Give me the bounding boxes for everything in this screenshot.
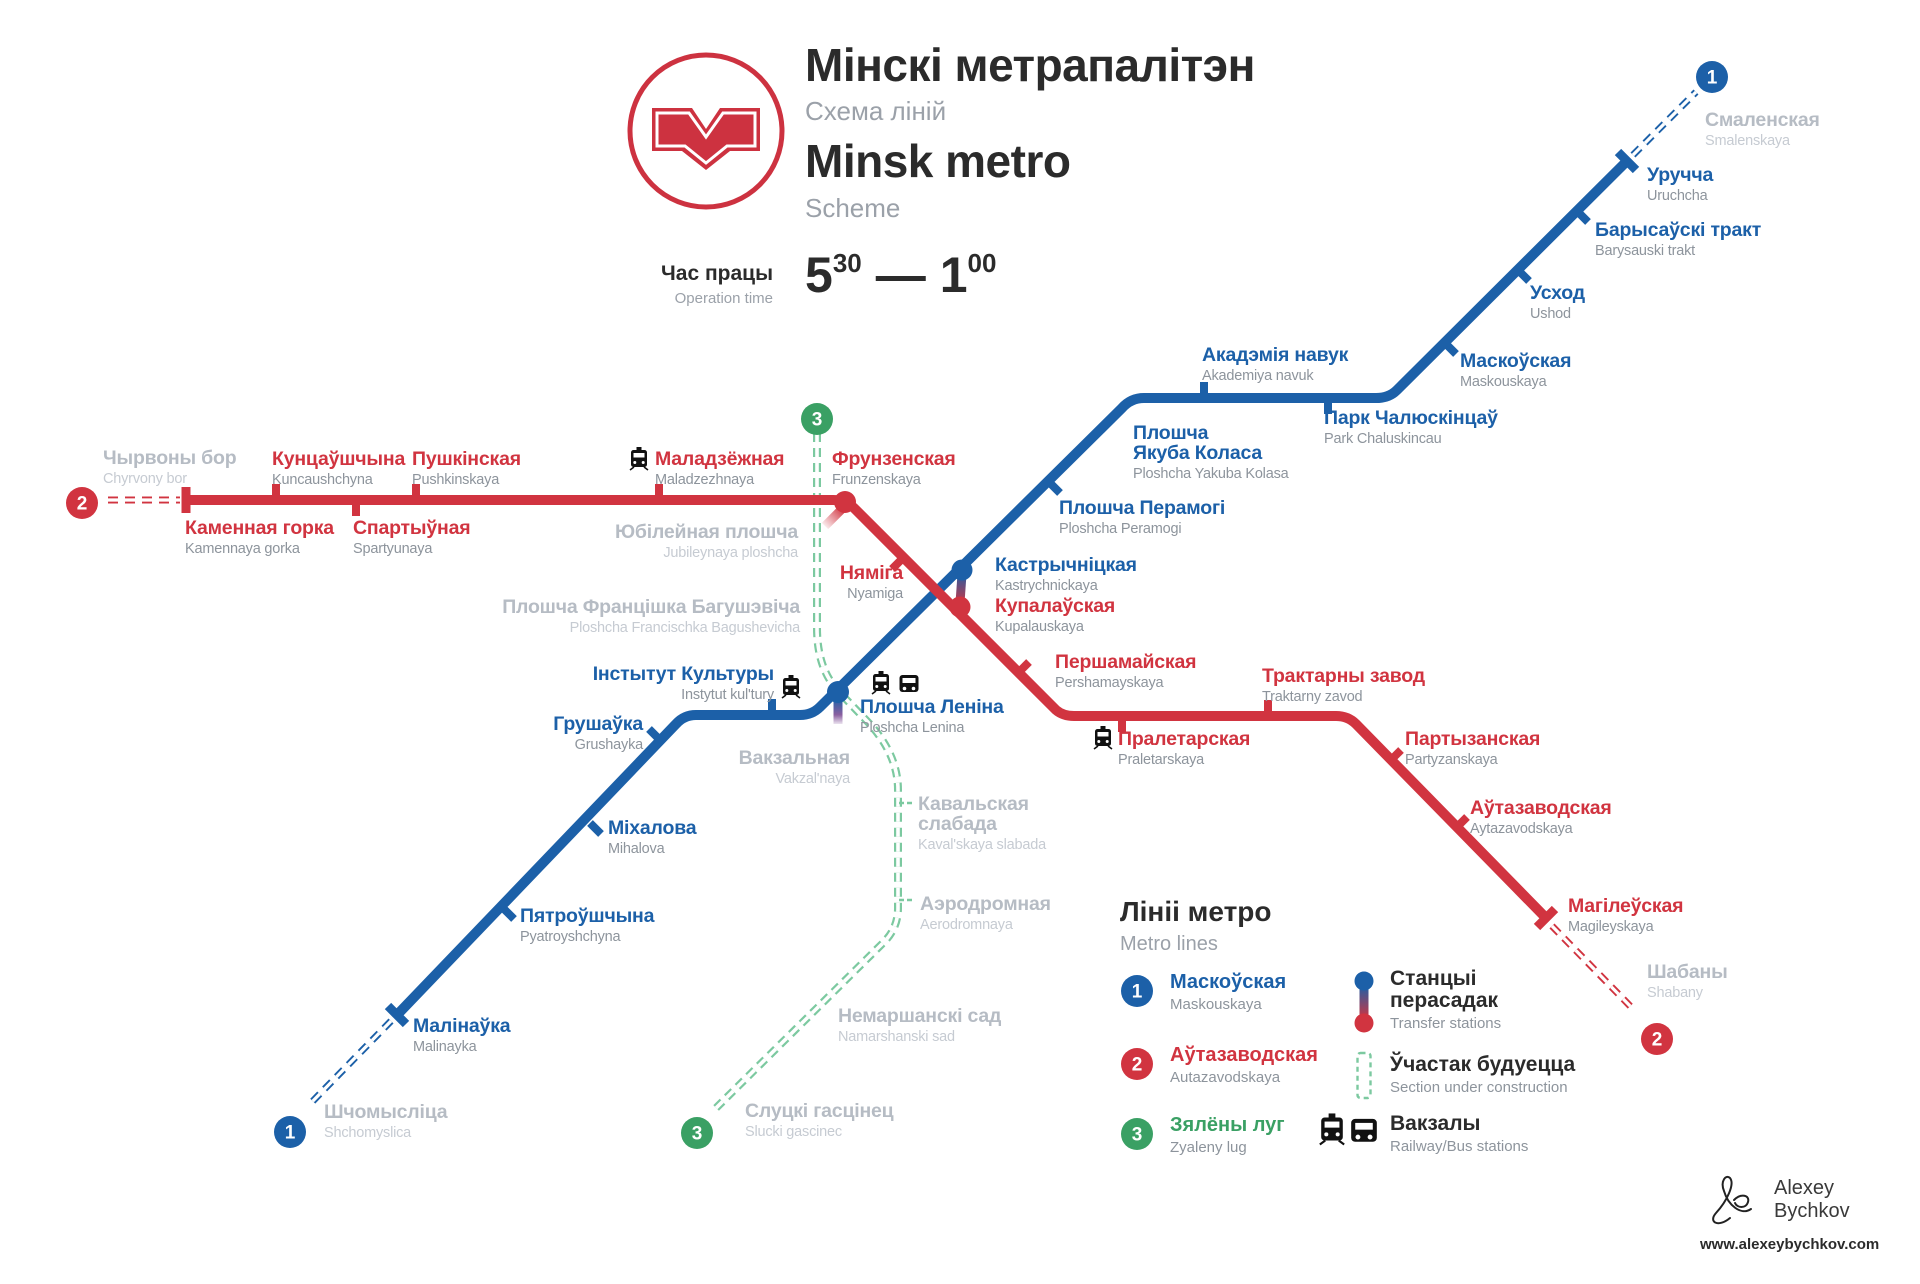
station-translit-35: Vakzal'naya bbox=[775, 771, 850, 787]
transfer-station-circle bbox=[834, 491, 856, 513]
station-name-14: Барысаўскі тракт bbox=[1595, 219, 1762, 241]
title-english: Minsk metro bbox=[805, 135, 1071, 187]
station-translit-28: Traktarny zavod bbox=[1262, 689, 1363, 705]
station-translit-39: Slucki gascinec bbox=[745, 1124, 842, 1140]
station-name-10: Акадэмія навук bbox=[1202, 344, 1349, 366]
legend-construction bbox=[1390, 1054, 1575, 1096]
line-3-badge bbox=[1121, 1118, 1153, 1150]
line1-future-southwest-inner bbox=[308, 1021, 391, 1106]
station-tick bbox=[1577, 211, 1588, 222]
station-name-34: Плошча Францішка Багушэвіча bbox=[502, 596, 800, 618]
signature-url: www.alexeybychkov.com bbox=[1700, 1236, 1880, 1253]
close-minute: 00 bbox=[967, 248, 997, 278]
title-belarusian: Мінскі метрапалітэн bbox=[805, 39, 1255, 91]
minsk-metro-logo bbox=[620, 45, 792, 217]
station-name-37: Аэродромная bbox=[920, 893, 1051, 915]
transfer-station-circle bbox=[950, 597, 971, 618]
svg-text:2: 2 bbox=[76, 493, 88, 515]
station-tick bbox=[1049, 482, 1060, 493]
station-name-4: Грушаўка bbox=[553, 713, 643, 735]
signature-monogram bbox=[1700, 1172, 1762, 1228]
station-translit-15: Uruchcha bbox=[1647, 188, 1708, 204]
station-translit-38: Namarshanski sad bbox=[838, 1029, 955, 1045]
legend-transfer-be2: перасадак bbox=[1390, 989, 1499, 1013]
station-name-18: Каменная горка bbox=[185, 517, 334, 539]
station-name-24: Няміга bbox=[839, 562, 903, 584]
station-name-36: Кавальская bbox=[918, 793, 1029, 815]
legend-transfer-icon-top bbox=[1355, 972, 1374, 991]
station-translit-3: Mihalova bbox=[608, 841, 665, 857]
svg-text:3: 3 bbox=[691, 1123, 703, 1145]
station-name-16: Смаленская bbox=[1705, 109, 1820, 131]
legend-line-3-translit: Zyaleny lug bbox=[1170, 1139, 1247, 1156]
station-tick bbox=[1456, 817, 1467, 828]
station-translit-37: Aerodromnaya bbox=[920, 917, 1013, 933]
svg-text:1: 1 bbox=[1131, 981, 1143, 1003]
station-name-20: Спартыўная bbox=[353, 517, 471, 539]
station-translit-0: Shchomyslica bbox=[324, 1125, 412, 1141]
station-name-32: Шабаны bbox=[1647, 961, 1728, 983]
svg-text:3: 3 bbox=[1131, 1124, 1143, 1146]
station-translit-19: Kuncaushchyna bbox=[272, 472, 373, 488]
line-2-badge bbox=[1641, 1023, 1673, 1055]
operation-label-en: Operation time bbox=[674, 290, 773, 308]
station-name2-36: слабада bbox=[918, 813, 997, 835]
station-tick bbox=[590, 823, 601, 834]
station-name-25: Купалаўская bbox=[995, 595, 1116, 617]
station-translit-26: Pershamayskaya bbox=[1055, 675, 1164, 691]
station-tick bbox=[503, 908, 514, 919]
station-translit-17: Chyrvony bor bbox=[103, 471, 187, 487]
svg-text:3: 3 bbox=[811, 409, 823, 431]
station-name-11: Парк Чалюскінцаў bbox=[1324, 407, 1498, 429]
train-icon bbox=[1094, 726, 1112, 749]
station-name-6: Плошча Леніна bbox=[860, 696, 1004, 718]
operation-label-be: Час працы bbox=[661, 262, 773, 285]
subtitle-belarusian: Схема ліній bbox=[805, 96, 947, 126]
legend-line-1-translit: Maskouskaya bbox=[1170, 996, 1262, 1013]
station-name2-9: Якуба Коласа bbox=[1133, 442, 1263, 464]
legend-construction-be: Ўчастак будуецца bbox=[1390, 1053, 1576, 1076]
legend-line-2 bbox=[1170, 1045, 1318, 1086]
train-icon bbox=[1320, 1113, 1344, 1144]
station-translit-1: Malinayka bbox=[413, 1039, 477, 1055]
svg-text:2: 2 bbox=[1651, 1029, 1663, 1051]
station-translit-4: Grushayka bbox=[574, 737, 643, 753]
station-name-7: Кастрычніцкая bbox=[995, 554, 1137, 576]
title-block bbox=[805, 39, 1365, 223]
time-dash: — bbox=[875, 247, 926, 303]
train-icon bbox=[782, 675, 800, 698]
station-name-29: Партызанская bbox=[1405, 728, 1541, 750]
station-translit-21: Pushkinskaya bbox=[412, 472, 500, 488]
operation-time-label bbox=[570, 262, 773, 307]
station-name-33: Юбілейная плошча bbox=[615, 521, 798, 543]
station-name-12: Маскоўская bbox=[1460, 350, 1572, 372]
station-translit-13: Ushod bbox=[1530, 306, 1571, 322]
station-name-13: Усход bbox=[1530, 282, 1585, 304]
station-name-17: Чырвоны бор bbox=[103, 447, 237, 469]
legend-rail-be: Вакзалы bbox=[1390, 1112, 1481, 1135]
legend-rail bbox=[1390, 1113, 1528, 1155]
legend-line-2-translit: Autazavodskaya bbox=[1170, 1069, 1281, 1086]
station-translit-31: Magileyskaya bbox=[1568, 919, 1654, 935]
station-name-1: Малінаўка bbox=[413, 1015, 511, 1037]
legend-line-3 bbox=[1170, 1115, 1285, 1156]
transfer-station-circle bbox=[827, 681, 849, 703]
legend-transfer-icon-bottom bbox=[1355, 1014, 1374, 1033]
line-3-badge bbox=[801, 403, 833, 435]
station-name-2: Пятроўшчына bbox=[520, 905, 655, 927]
station-tick bbox=[1018, 662, 1029, 673]
station-translit-33: Jubileynaya ploshcha bbox=[663, 545, 798, 561]
legend-line-2-name: Аўтазаводская bbox=[1170, 1044, 1318, 1066]
station-name-21: Пушкінская bbox=[412, 448, 521, 470]
line2-future-southeast-inner bbox=[1552, 926, 1634, 1010]
station-translit-16: Smalenskaya bbox=[1705, 133, 1790, 149]
svg-text:2: 2 bbox=[1131, 1054, 1143, 1076]
legend-rail-en: Railway/Bus stations bbox=[1390, 1138, 1529, 1156]
close-hour: 1 bbox=[939, 247, 968, 303]
subtitle-english: Scheme bbox=[805, 193, 901, 223]
open-hour: 5 bbox=[805, 247, 833, 303]
line-1-badge bbox=[1121, 975, 1153, 1007]
legend-line-3-name: Зялёны луг bbox=[1170, 1114, 1285, 1136]
station-translit-30: Aytazavodskaya bbox=[1470, 821, 1573, 837]
train-icon bbox=[630, 447, 648, 470]
station-name-9: Плошча bbox=[1133, 422, 1209, 444]
signature-name-1: Alexey bbox=[1774, 1177, 1835, 1199]
open-minute: 30 bbox=[832, 248, 862, 278]
station-name-5: Інстытут Культуры bbox=[592, 663, 774, 685]
station-translit-14: Barysauski trakt bbox=[1595, 243, 1695, 259]
station-translit-22: Maladzezhnaya bbox=[655, 472, 754, 488]
station-name-31: Магілеўская bbox=[1568, 895, 1684, 917]
bus-icon bbox=[900, 675, 919, 692]
station-tick bbox=[1390, 750, 1401, 761]
station-translit-7: Kastrychnickaya bbox=[995, 578, 1098, 594]
station-name-26: Першамайская bbox=[1055, 651, 1197, 673]
signature-name-2: Bychkov bbox=[1774, 1200, 1850, 1222]
station-translit-32: Shabany bbox=[1647, 985, 1703, 1001]
station-translit-27: Praletarskaya bbox=[1118, 752, 1205, 768]
station-translit-36: Kaval'skaya slabada bbox=[918, 837, 1046, 853]
station-name-38: Немаршанскі сад bbox=[838, 1005, 1002, 1027]
bus-icon bbox=[1351, 1119, 1377, 1142]
legend-transfer-en: Transfer stations bbox=[1390, 1015, 1502, 1033]
legend-transfer-be1: Станцыі bbox=[1390, 967, 1477, 990]
line1-future-northeast-inner bbox=[1633, 92, 1696, 155]
station-translit-29: Partyzanskaya bbox=[1405, 752, 1498, 768]
legend-line-1-name: Маскоўская bbox=[1170, 971, 1287, 993]
legend-title bbox=[1120, 898, 1272, 956]
line-2-badge bbox=[66, 487, 98, 519]
line-3-badge bbox=[681, 1117, 713, 1149]
station-translit-12: Maskouskaya bbox=[1460, 374, 1547, 390]
station-translit-34: Ploshcha Francischka Bagushevicha bbox=[569, 620, 800, 636]
train-icon bbox=[872, 671, 890, 694]
operation-hours bbox=[805, 247, 997, 303]
legend-construction-en: Section under construction bbox=[1390, 1079, 1568, 1097]
station-translit-20: Spartyunaya bbox=[353, 541, 433, 557]
station-translit-11: Park Chaluskincau bbox=[1324, 431, 1442, 447]
station-name-8: Плошча Перамогі bbox=[1059, 497, 1226, 519]
station-name-30: Аўтазаводская bbox=[1470, 797, 1612, 819]
station-translit-6: Ploshcha Lenina bbox=[860, 720, 965, 736]
line-2-badge bbox=[1121, 1048, 1153, 1080]
station-name-15: Уручча bbox=[1647, 164, 1714, 186]
station-translit-24: Nyamiga bbox=[847, 586, 903, 602]
station-name-28: Трактарны завод bbox=[1262, 665, 1425, 687]
signature-block bbox=[1700, 1172, 1910, 1253]
legend-transfer bbox=[1390, 968, 1501, 1032]
station-name-0: Шчомысліца bbox=[324, 1101, 448, 1123]
svg-text:1: 1 bbox=[1706, 67, 1718, 89]
station-name-39: Слуцкі гасцінец bbox=[745, 1100, 894, 1122]
svg-text:1: 1 bbox=[284, 1122, 296, 1144]
station-tick bbox=[1445, 343, 1456, 354]
station-tick bbox=[649, 729, 660, 740]
station-translit-2: Pyatroyshchyna bbox=[520, 929, 621, 945]
line-1-badge bbox=[1696, 61, 1728, 93]
transfer-station-circle bbox=[952, 560, 973, 581]
station-name-27: Пралетарская bbox=[1118, 728, 1251, 750]
station-name-22: Маладзёжная bbox=[655, 448, 785, 470]
station-translit-25: Kupalauskaya bbox=[995, 619, 1084, 635]
station-translit-10: Akademiya navuk bbox=[1202, 368, 1314, 384]
legend-title-be: Лініі метро bbox=[1120, 896, 1272, 927]
station-name-19: Кунцаўшчына bbox=[272, 448, 406, 470]
station-name-3: Міхалова bbox=[608, 817, 697, 839]
legend-construction-icon bbox=[1358, 1053, 1371, 1098]
legend-line-1 bbox=[1170, 972, 1286, 1013]
station-translit-23: Frunzenskaya bbox=[832, 472, 921, 488]
station-translit-5: Instytut kul'tury bbox=[681, 687, 774, 703]
station-name-35: Вакзальная bbox=[738, 747, 850, 769]
line-1-badge bbox=[274, 1116, 306, 1148]
station-translit-18: Kamennaya gorka bbox=[185, 541, 300, 557]
legend-title-en: Metro lines bbox=[1120, 933, 1218, 955]
station-translit-8: Ploshcha Peramogi bbox=[1059, 521, 1182, 537]
station-tick bbox=[1518, 270, 1529, 281]
station-name-23: Фрунзенская bbox=[832, 448, 956, 470]
station-translit-9: Ploshcha Yakuba Kolasa bbox=[1133, 466, 1289, 482]
